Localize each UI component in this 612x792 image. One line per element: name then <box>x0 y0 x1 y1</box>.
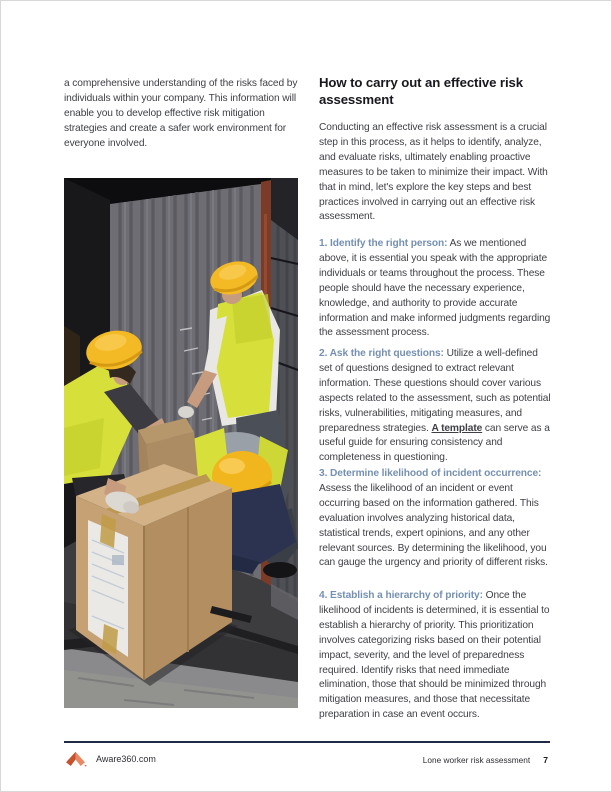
warehouse-scene-illustration <box>64 178 298 708</box>
aware360-logo-icon <box>64 750 87 767</box>
right-column <box>319 1 552 792</box>
risk-step-2-lead: 2. Ask the right questions: <box>319 348 444 359</box>
risk-step-4 <box>319 589 552 723</box>
risk-step-4-lead: 4. Establish a hierarchy of priority: <box>319 590 483 601</box>
footer-left <box>64 750 156 767</box>
page-title: How to carry out an effective risk assessment <box>319 75 524 107</box>
warehouse-workers-photo <box>64 178 298 708</box>
risk-step-3 <box>319 467 552 571</box>
risk-step-3-lead: 3. Determine likelihood of incident occurrence: <box>319 468 542 479</box>
template-link[interactable]: A template <box>431 422 483 434</box>
risk-step-1-lead: 1. Identify the right person: <box>319 238 448 249</box>
risk-step-2-body-after: can serve as a useful guide for ensuring consistency and completeness in questioning. <box>319 422 550 464</box>
risk-step-4-body: Once the likelihood of incidents is determined, it is essential to establish a hierarchy of priority. This prioritization involves categorizing risks based on their potential impact, severity, and the level of preparedness required. Identify risks that need immediate elimination, those that should be minimized through mitigation measures, and those that necessitate preparation in case an event occurs. <box>319 590 550 721</box>
risk-step-2-body-before: Utilize a well-defined set of questions designed to extract relevant information. These questions should cover various aspects related to the assessment, such as potential risks, vulnerabilities, mitigating measures, and preparedness strategies. <box>319 348 551 434</box>
footer-site-link[interactable]: Aware360.com <box>96 753 156 764</box>
risk-step-3-body: Assess the likelihood of an incident or event occurring based on the information gathered. This evaluation involves analyzing historical data, statistical trends, expert opinions, and any other relevant sources. By determining the likelihood, you can gauge the urgency and priority of different risks. <box>319 482 548 569</box>
footer-divider <box>64 741 550 743</box>
risk-step-2 <box>319 347 552 466</box>
footer-page-number: 7 <box>543 755 548 765</box>
intro-paragraph: Conducting an effective risk assessment is a crucial step in this process, as it helps to identify, analyze, and evaluate risks, ultimately enabling proactive measures to be taken to minimize their impact. With that in mind, let's explore the key steps and best practices involved in carrying out an effective risk assessment. <box>319 122 548 223</box>
body-text-continuation: a comprehensive understanding of the risks faced by individuals within your company. This information will enable you to develop effective risk mitigation strategies and create a safer work environment for everyone involved. <box>64 78 298 149</box>
footer-doc-title: Lone worker risk assessment <box>422 755 531 765</box>
risk-step-1-body: As we mentioned above, it is essential you speak with the appropriate individuals or teams throughout the process. These people should have the necessary experience, knowledge, and authority to provide accurate information and make informed judgments regarding the assessment process. <box>319 238 551 339</box>
footer-right <box>423 755 548 765</box>
left-column <box>64 77 304 152</box>
risk-step-1 <box>319 237 552 341</box>
